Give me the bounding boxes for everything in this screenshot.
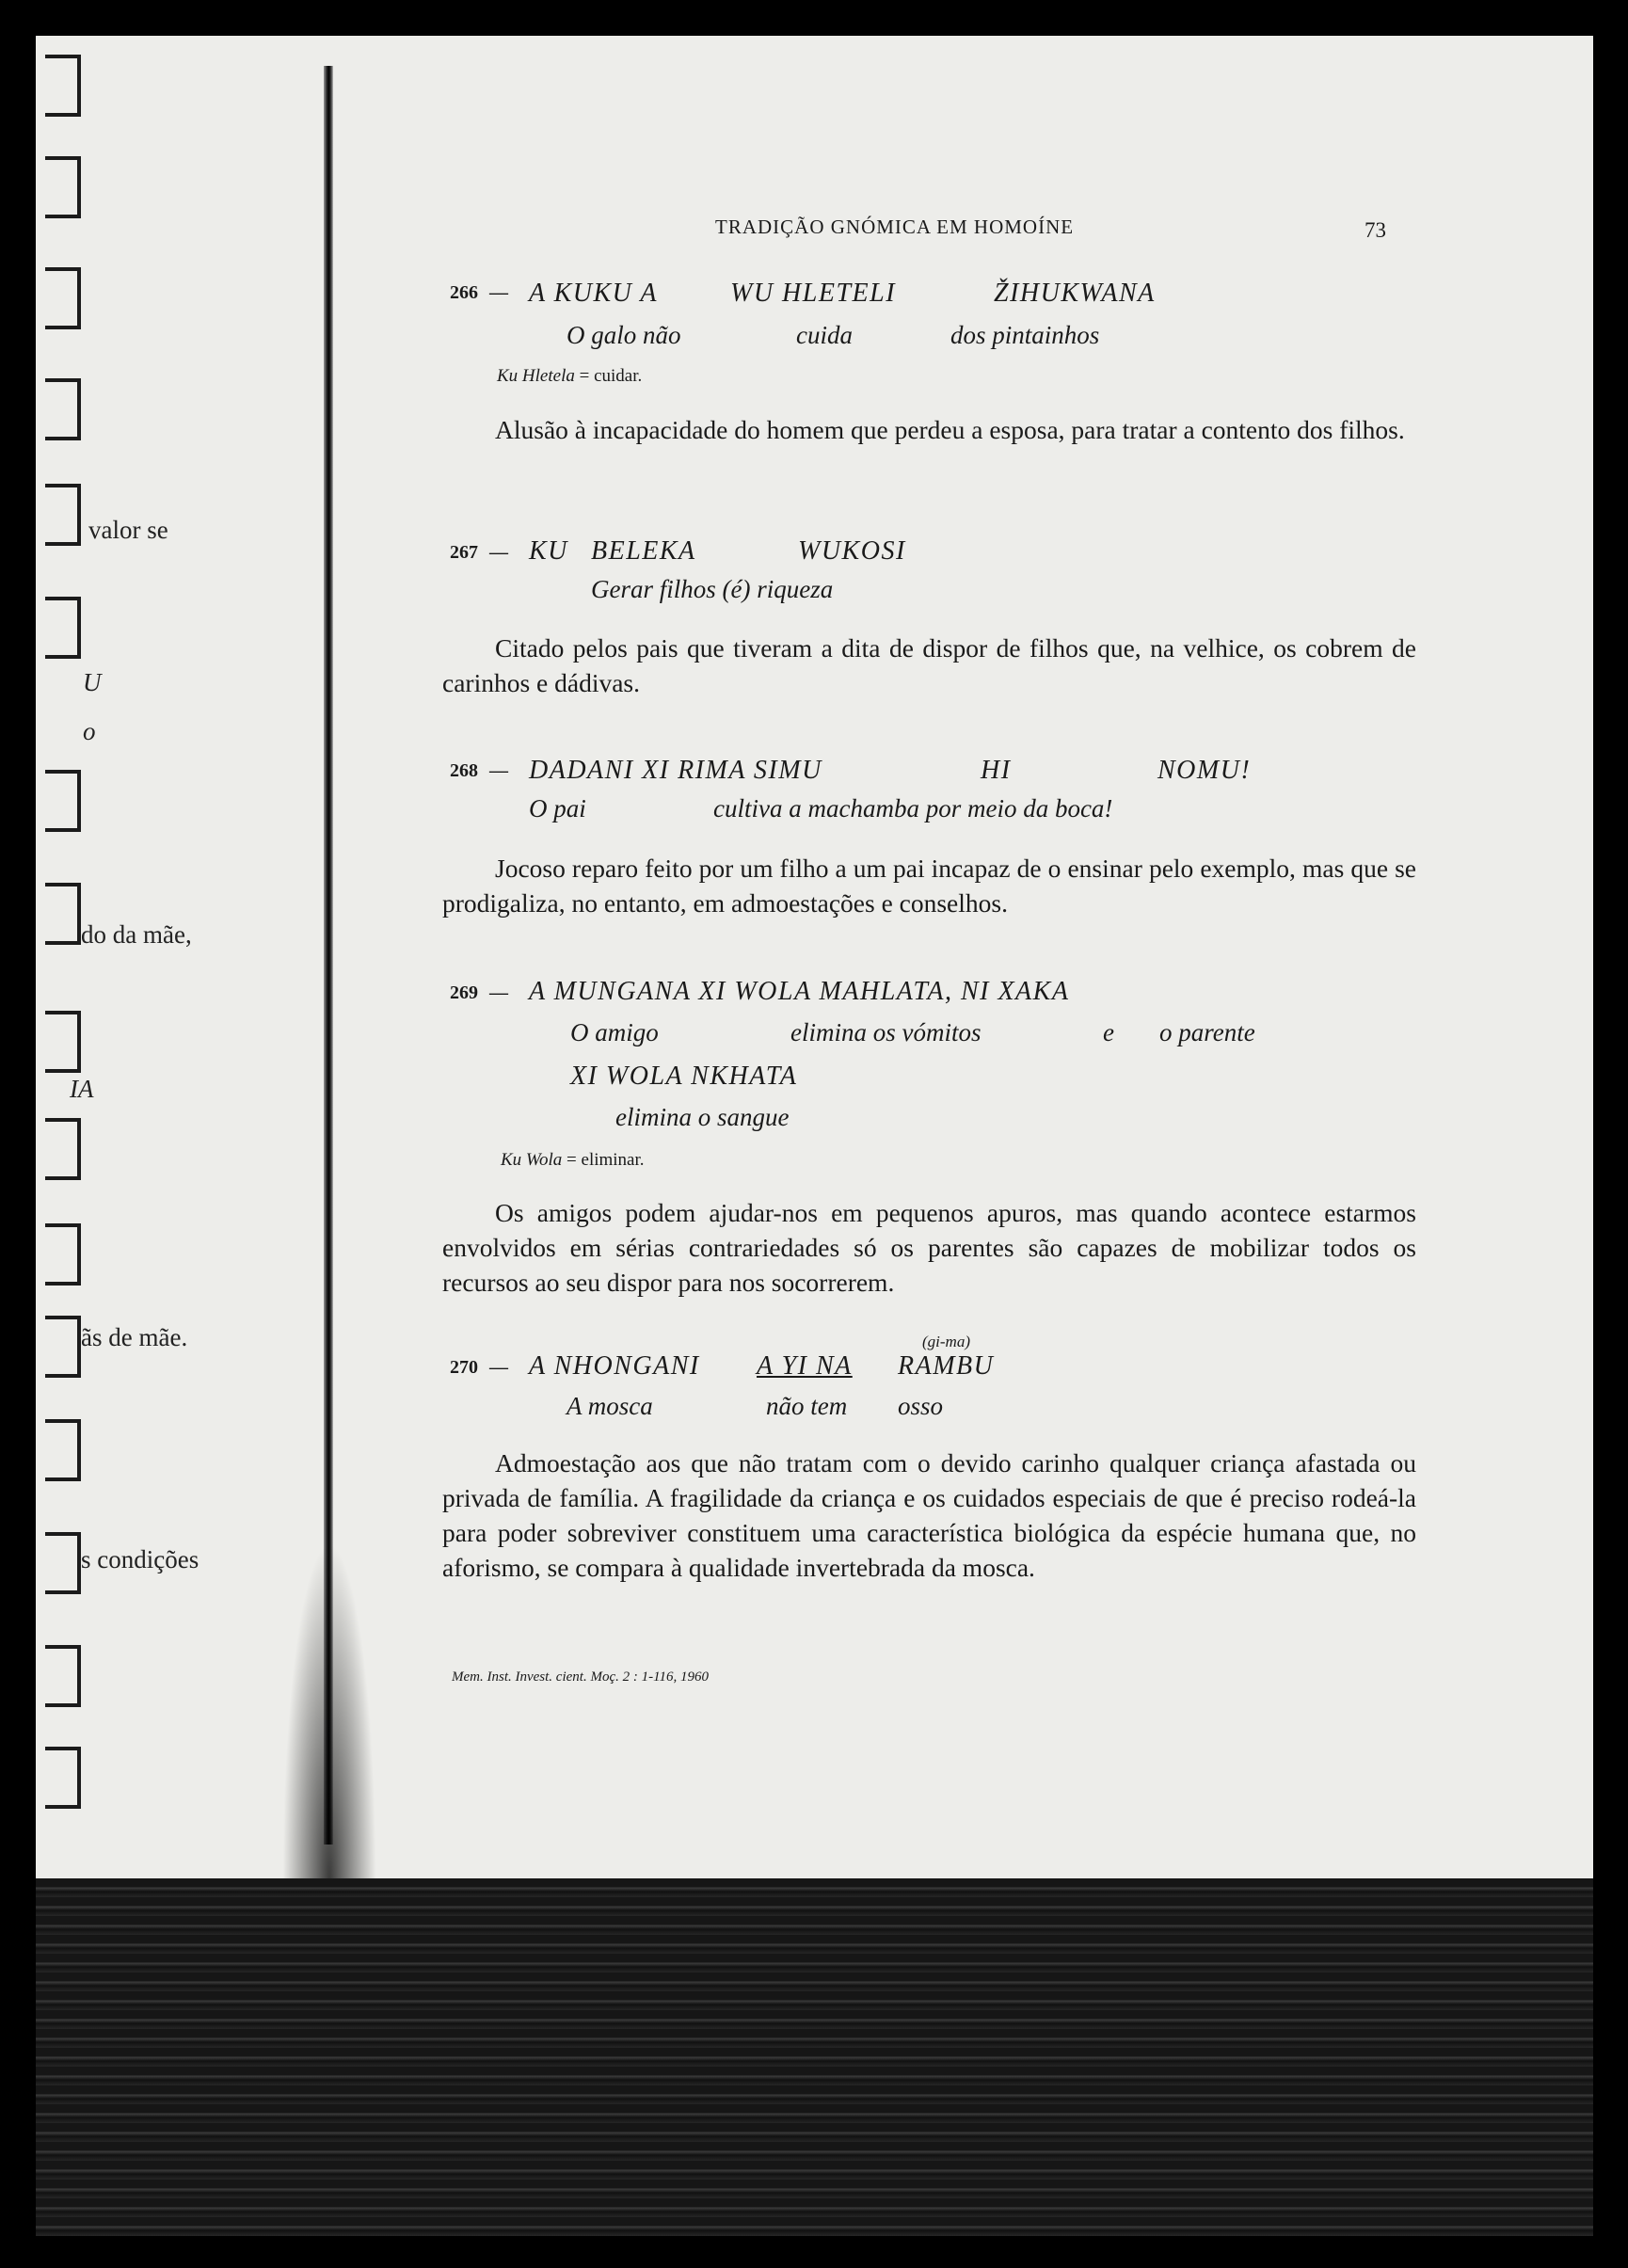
binding-clip — [45, 1011, 81, 1073]
binding-clip — [45, 55, 81, 117]
facing-page-fragment: do da mãe, — [81, 920, 192, 949]
proverb-dash: — — [489, 982, 508, 1003]
facing-page-fragment: valor se — [88, 516, 168, 544]
proverb-number: 266 — [450, 282, 478, 303]
proverb-number: 268 — [450, 760, 478, 781]
binding-clip — [45, 770, 81, 832]
translation-word: cuida — [796, 321, 853, 349]
translation-line: Gerar filhos (é) riqueza — [591, 575, 834, 603]
translation-word: o parente — [1159, 1018, 1255, 1046]
proverb-number: 269 — [450, 982, 478, 1003]
binding-clip — [45, 883, 81, 945]
proverb-line: XI WOLA NKHATA — [570, 1062, 798, 1091]
vocabulary-note: Ku Hletela = cuidar. — [497, 366, 643, 386]
proverb-number: 270 — [450, 1357, 478, 1378]
facing-page-fragment: IA — [70, 1075, 94, 1103]
proverb-commentary: Jocoso reparo feito por um filho a um pai incapaz de o ensinar pelo exemplo, mas que se prodigaliza, no entanto, em admoestações e conselhos. — [442, 854, 1416, 918]
proverb-commentary: Admoestação aos que não tratam com o devido carinho qualquer criança afastada ou privada de família. A fragilidade da criança e os cuidados especiais de que é preciso rodeá-la para poder sobreviver constituem uma característica biológica da espécie humana que, no aforismo, se compara à qualidade invertebrada da mosca. — [442, 1448, 1416, 1582]
grammatical-gloss: (gi-ma) — [922, 1333, 970, 1350]
facing-page-fragment: U — [83, 668, 102, 696]
translation-word: osso — [898, 1392, 944, 1420]
proverb-commentary: Os amigos podem ajudar-nos em pequenos apuros, mas quando acontece estarmos envolvidos em sérias contrariedades só os parentes são capazes de mobilizar todos os recursos ao seu dispor para nos socorrerem. — [442, 1198, 1416, 1297]
page-footer-citation: Mem. Inst. Invest. cient. Moç. 2 : 1-116, 1960 — [452, 1669, 709, 1685]
running-header: TRADIÇÃO GNÓMICA EM HOMOÍNE — [715, 216, 1075, 238]
proverb-dash: — — [489, 282, 508, 303]
facing-page-fragment: o — [83, 717, 96, 745]
proverb-word: NOMU! — [1157, 756, 1252, 785]
translation-word: O pai — [529, 794, 586, 823]
translation-word: O galo não — [567, 321, 681, 349]
translation-word: elimina o sangue — [615, 1103, 790, 1131]
book-spine-flare — [282, 1541, 376, 1880]
translation-word: A mosca — [567, 1392, 653, 1420]
binding-clip — [45, 1747, 81, 1809]
vocabulary-note: Ku Wola = eliminar. — [501, 1150, 645, 1170]
binding-clip — [45, 156, 81, 218]
proverb-word: KU — [529, 536, 568, 566]
proverb-commentary: Alusão à incapacidade do homem que perdeu a esposa, para tratar a contento dos filhos. — [495, 415, 1405, 444]
translation-word: não tem — [766, 1392, 848, 1420]
proverb-word: BELEKA — [591, 536, 696, 566]
translation-word: O amigo — [570, 1018, 659, 1046]
binding-clip — [45, 1316, 81, 1378]
binding-clip — [45, 1223, 81, 1286]
proverb-line: A MUNGANA XI WOLA MAHLATA, NI XAKA — [529, 977, 1070, 1006]
translation-word: cultiva a machamba por meio da boca! — [713, 794, 1113, 823]
proverb-dash: — — [489, 542, 508, 563]
facing-page-fragment: ãs de mãe. — [81, 1323, 188, 1351]
proverb-commentary: Citado pelos pais que tiveram a dita de dispor de filhos que, na velhice, os cobrem de carinhos e dádivas. — [442, 633, 1416, 697]
translation-word: elimina os vómitos — [790, 1018, 982, 1046]
binding-clip — [45, 1645, 81, 1707]
proverb-word: DADANI XI RIMA SIMU — [529, 756, 822, 785]
proverb-number: 267 — [450, 542, 478, 563]
scanned-page — [36, 36, 1593, 2236]
proverb-word: HI — [981, 756, 1012, 785]
proverb-word: WU HLETELI — [730, 279, 897, 308]
proverb-word: RAMBU — [898, 1351, 995, 1381]
binding-clip — [45, 1532, 81, 1594]
binding-clip — [45, 1118, 81, 1180]
binding-clip — [45, 484, 81, 546]
proverb-dash: — — [489, 760, 508, 781]
page-number: 73 — [1365, 218, 1386, 242]
proverb-word: A YI NA — [757, 1351, 853, 1381]
proverb-word: ŽIHUKWANA — [994, 279, 1156, 308]
translation-word: e — [1103, 1018, 1114, 1046]
facing-page-fragment: s condições — [81, 1545, 200, 1573]
proverb-word: A NHONGANI — [529, 1351, 700, 1381]
binding-clip — [45, 378, 81, 440]
proverb-word: A KUKU A — [529, 279, 658, 308]
binding-clip — [45, 597, 81, 659]
scan-artifact-band — [36, 1878, 1593, 2236]
translation-word: dos pintainhos — [950, 321, 1100, 349]
proverb-dash: — — [489, 1357, 508, 1378]
proverb-word: WUKOSI — [798, 536, 906, 566]
binding-clip — [45, 267, 81, 329]
binding-clip — [45, 1419, 81, 1481]
